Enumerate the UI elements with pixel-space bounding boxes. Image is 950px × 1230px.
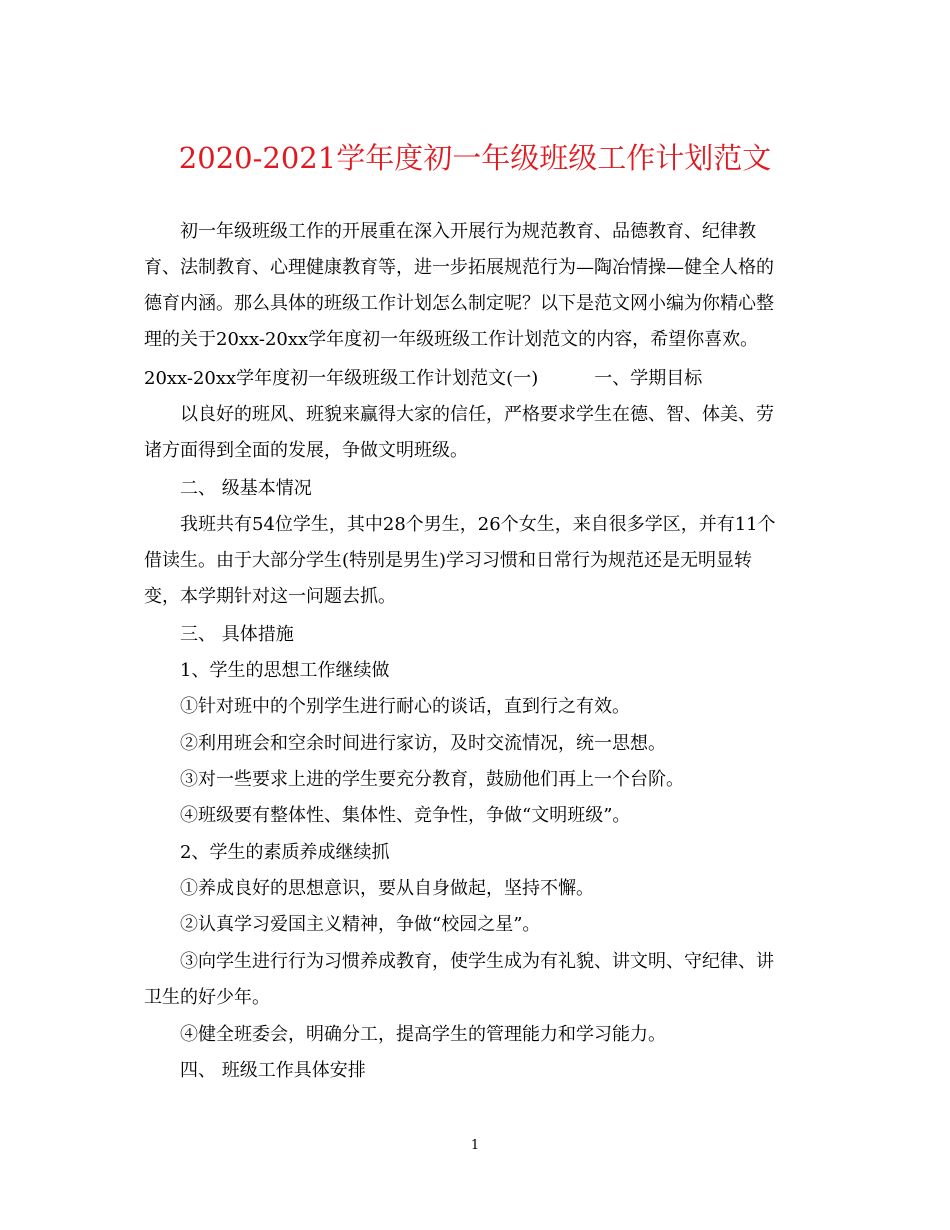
paragraph-line: 初一年级班级工作的开展重在深入开展行为规范教育、品德教育、纪律教 [180, 221, 756, 242]
list-item: ①针对班中的个别学生进行耐心的谈话，直到行之有效。 [180, 696, 630, 717]
paragraph-line: 变，本学期针对这一问题去抓。 [144, 586, 396, 607]
section-heading: 四、 班级工作具体安排 [180, 1060, 366, 1081]
paragraph-line: 理的关于20xx-20xx学年度初一年级班级工作计划范文的内容，希望你喜欢。 [144, 329, 759, 350]
paragraph-line [144, 366, 702, 392]
paragraph-line: 以良好的班风、班貌来赢得大家的信任，严格要求学生在德、智、体美、劳 [180, 404, 774, 425]
paragraph-line: 我班共有54位学生，其中28个男生，26个女生，来自很多学区，并有11个 [180, 514, 776, 535]
section-title-1: 20xx-20xx学年度初一年级班级工作计划范文(一) [144, 368, 539, 389]
subsection-heading: 2、学生的素质养成继续抓 [180, 842, 390, 863]
list-item-continuation: 卫生的好少年。 [144, 987, 270, 1008]
section-heading: 三、 具体措施 [180, 624, 294, 645]
paragraph-line: 借读生。由于大部分学生(特别是男生)学习习惯和日常行为规范还是无明显转 [144, 550, 753, 571]
list-item: ③对一些要求上进的学生要充分教育，鼓励他们再上一个台阶。 [180, 769, 684, 790]
paragraph-line: 诸方面得到全面的发展，争做文明班级。 [144, 440, 468, 461]
list-item: ④健全班委会，明确分工，提高学生的管理能力和学习能力。 [180, 1024, 666, 1045]
section-heading: 二、 级基本情况 [180, 478, 312, 499]
document-title: 2020-2021学年度初一年级班级工作计划范文 [178, 141, 772, 175]
list-item: ①养成良好的思想意识，要从自身做起，坚持不懈。 [180, 878, 594, 899]
list-item: ②认真学习爱国主义精神，争做“校园之星”。 [180, 914, 541, 935]
heading-semester-goal: 一、学期目标 [594, 368, 703, 389]
paragraph-line: 德育内涵。那么具体的班级工作计划怎么制定呢？以下是范文网小编为你精心整 [144, 293, 774, 314]
list-item: ②利用班会和空余时间进行家访，及时交流情况，统一思想。 [180, 733, 666, 754]
paragraph-line: 育、法制教育、心理健康教育等，进一步拓展规范行为—陶冶情操—健全人格的 [144, 257, 774, 278]
list-item: ④班级要有整体性、集体性、竞争性，争做“文明班级”。 [180, 805, 631, 826]
subsection-heading: 1、学生的思想工作继续做 [180, 660, 390, 681]
list-item: ③向学生进行行为习惯养成教育，使学生成为有礼貌、讲文明、守纪律、讲 [180, 951, 774, 972]
page-number: 1 [470, 1138, 480, 1153]
